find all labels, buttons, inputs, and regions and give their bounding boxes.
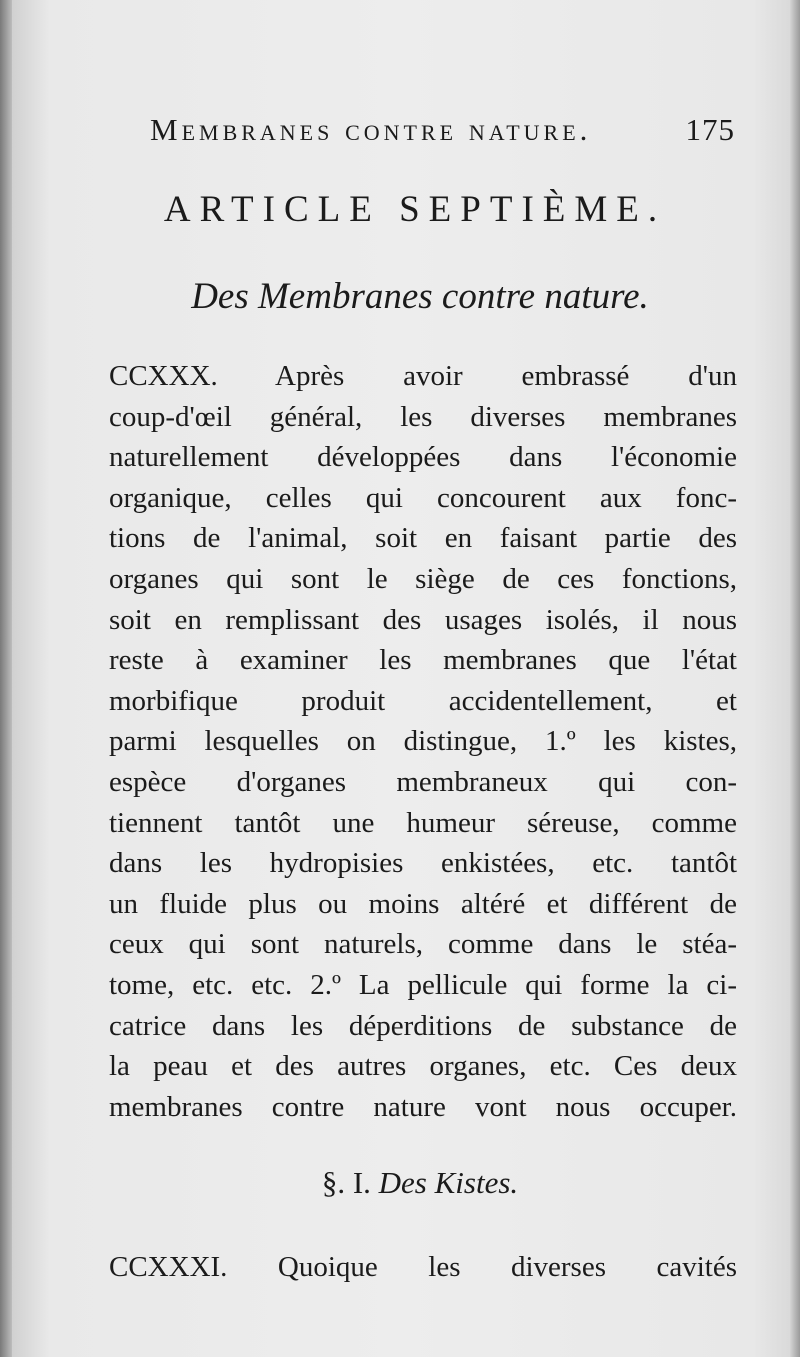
text-line: organes qui sont le siège de ces fonctions, [109, 562, 737, 595]
section-number: §. I. [321, 1165, 371, 1200]
text-line: catrice dans les déperditions de substance de [109, 1009, 737, 1042]
section-heading [110, 1165, 730, 1201]
article-heading: ARTICLE SEPTIÈME. [163, 189, 667, 230]
text-line: espèce d'organes membraneux qui con- [109, 765, 737, 798]
text-line: tiennent tantôt une humeur séreuse, comme [109, 806, 737, 839]
text-line: coup-d'œil général, les diverses membranes [109, 400, 737, 433]
text-line: tions de l'animal, soit en faisant partie des [109, 522, 737, 555]
text-line: CCXXX. Après avoir embrassé d'un [109, 360, 737, 392]
text-line: ceux qui sont naturels, comme dans le stéa- [109, 928, 737, 961]
text-line: morbifique produit accidentellement, et [109, 684, 737, 717]
text-line: dans les hydropisies enkistées, etc. tantôt [109, 847, 737, 880]
section-title: Des Kistes. [378, 1165, 519, 1200]
text-line: reste à examiner les membranes que l'état [109, 644, 737, 677]
text-line: naturellement développées dans l'économie [109, 441, 737, 474]
paragraph-ccxxx [109, 356, 737, 1127]
chapter-subtitle: Des Membranes contre nature. [191, 276, 649, 317]
text-line: tome, etc. etc. 2.º La pellicule qui forme la ci- [109, 968, 737, 1001]
text-line: parmi lesquelles on distingue, 1.º les kistes, [109, 725, 737, 758]
text-line: un fluide plus ou moins altéré et différent de [109, 887, 737, 920]
text-line: la peau et des autres organes, etc. Ces deux [109, 1050, 737, 1083]
text-line: membranes contre nature vont nous occuper. [109, 1090, 737, 1123]
running-head [150, 112, 735, 148]
text-line: organique, celles qui concourent aux fonc- [109, 481, 737, 514]
paragraph-ccxxxi [109, 1247, 737, 1288]
page-number: 175 [685, 112, 735, 147]
text-line: CCXXXI. Quoique les diverses cavités [109, 1251, 737, 1283]
text-line: soit en remplissant des usages isolés, il nous [109, 603, 737, 636]
running-head-title: Membranes contre nature. [150, 112, 592, 147]
